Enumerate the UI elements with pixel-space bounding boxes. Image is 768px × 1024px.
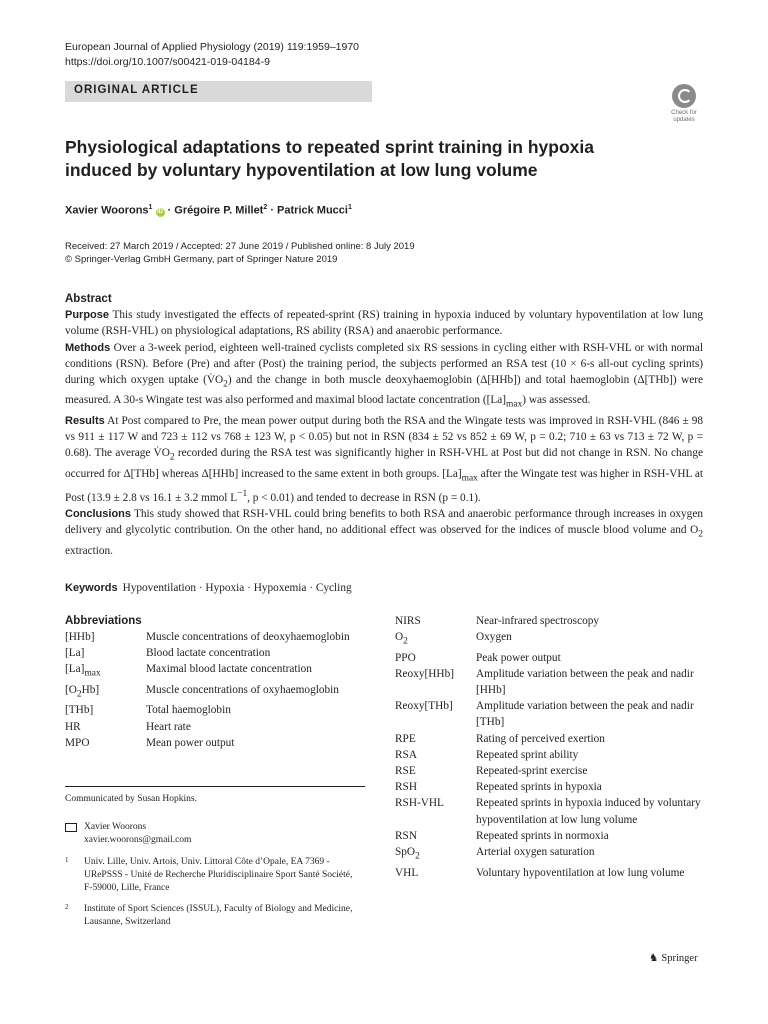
affiliation-number: 2 [65,903,69,911]
abbreviation-term: RSN [395,829,417,842]
purpose-text: This study investigated the effects of repeated-sprint (RS) training in hypoxia induced by voluntary hypoventilation at low lung volume (RSH-VHL) on physiological adaptations, RS ability (RSA) and anaerobic performance. [65,309,703,338]
abbreviation-definition: Repeated sprint ability [476,748,579,761]
abbreviation-term: [HHb] [65,631,95,643]
abbreviation-row [65,682,365,702]
abbreviation-row [395,650,705,666]
abbreviation-row [395,779,705,795]
abbreviation-definition: Repeated-sprint exercise [476,765,588,778]
abbreviations-right [395,613,705,881]
abbreviation-definition: Near-infrared spectroscopy [476,615,600,627]
abbreviation-row [395,747,705,763]
results-superscript: −1 [237,489,248,500]
affiliation-text: Institute of Sport Sciences (ISSUL), Faculty of Biology and Medicine, Lausanne, Switzerland [84,904,353,927]
abbreviation-term: NIRS [395,615,421,627]
keywords-text: Hypoventilation · Hypoxia · Hypoxemia · Cycling [122,582,352,594]
publication-dates [65,240,415,266]
methods-subscript: max [506,399,523,410]
abbreviation-term: $[O_2Hb]$ [65,683,100,700]
abbreviation-row [395,731,705,747]
abstract-heading: Abstract [65,293,112,305]
abbreviation-row [395,698,705,730]
abbreviation-term: [La] [65,647,85,660]
abbreviation-row [395,666,705,698]
abstract-methods [65,340,703,413]
author-name[interactable]: Grégoire P. Millet [174,204,264,217]
abbreviation-definition: Total haemoglobin [146,704,231,717]
abbreviation-definition: Muscle concentrations of deoxyhaemoglobin [146,631,350,643]
check-updates-label: Check for updates [671,110,697,123]
affiliation-text: Univ. Lille, Univ. Artois, Univ. Littoral Côte d’Opale, EA 7369 - URePSSS - Unité de Recherche Pluridisciplinaire Sport Santé Société, F-59000, Lille, France [84,857,353,893]
abbreviation-row [395,629,705,649]
results-text: At Post compared to Pre, the mean power output during both the RSA and the Wingate tests was improved in RSH-VHL (846 ± 98 vs 911 ± 117 W and 723 ± 112 vs 768 ± 123 W, p < 0.05) but not in RSN (834 ± 52 vs 852 ± 69 W, p = 0.2; 710 ± 63 vs 713 ± 72 W, p = 0.68). The average V̇O [65,414,703,460]
abbreviation-row [65,629,365,645]
abbreviation-definition: Mean power output [146,736,235,749]
keywords [65,582,352,594]
abbreviation-definition: Repeated sprints in hypoxia [476,781,602,794]
dates-line: Received: 27 March 2019 / Accepted: 27 June 2019 / Published online: 8 July 2019 [65,241,415,252]
abbreviation-row [65,735,365,751]
abbreviations-heading: Abbreviations [65,615,142,627]
abbreviation-term: RPE [395,732,416,745]
abbreviation-definition: Maximal blood lactate concentration [146,663,312,676]
abstract-purpose [65,307,703,339]
conclusions-text: This study showed that RSH-VHL could bring benefits to both RSA and anaerobic performance through increases in oxygen delivery and glycolytic contribution. On the other hand, no additional effect was observed for the indices of muscle blood volume and O [65,508,703,537]
conclusions-label: Conclusions [65,508,132,521]
envelope-icon [65,823,77,832]
publisher-name: Springer [661,953,698,964]
abbreviation-definition: Repeated sprints in normoxia [476,829,609,842]
results-text: recorded during the RSA test was significantly higher in RSH-VHL at Post but did not change in RSN. No change occurred for Δ[THb] whereas Δ[HHb] increased to the same extent in both groups. [La] [65,447,703,480]
abbreviation-term: Reoxy[HHb] [395,667,454,680]
abbreviation-term: RSE [395,765,416,778]
author-separator: · [267,204,278,217]
abbreviations-left [65,613,365,751]
author-name[interactable]: Patrick Mucci [277,204,348,217]
author-name[interactable]: Xavier Woorons [65,204,149,217]
abbreviation-row [65,645,365,661]
abbreviation-definition: Amplitude variation between the peak and nadir [THb] [476,700,694,729]
orcid-icon[interactable]: iD [157,208,164,215]
abbreviation-definition: Heart rate [146,720,191,733]
abbreviation-term: $[La]_{max}$ [65,663,101,679]
abbreviation-term: RSH-VHL [395,797,444,810]
abbreviation-row [65,719,365,735]
results-label: Results [65,414,105,427]
article-type-label: ORIGINAL ARTICLE [74,84,199,96]
abbreviation-term: HR [65,720,81,733]
corresponding-author [65,821,191,847]
methods-subscript: 2 [223,379,228,390]
springer-horse-icon: ♞ [649,953,659,964]
author-list [65,204,352,217]
footnote-divider [65,786,365,787]
abbreviation-term: Reoxy[THb] [395,700,453,713]
results-subscript: 2 [169,452,175,463]
abbreviation-definition: Oxygen [476,631,512,644]
abbreviation-row [395,795,705,827]
author-affil-sup: 1 [148,204,153,211]
abbreviation-row [65,661,365,681]
check-updates-icon [672,84,696,108]
results-subscript: max [461,473,478,484]
doi-link[interactable]: https://doi.org/10.1007/s00421-019-04184-9 [65,56,270,68]
results-text: , p < 0.01) and tended to decrease in RSN (p = 0.1). [247,492,481,504]
keywords-label: Keywords [65,582,118,594]
abbreviation-term: PPO [395,651,416,664]
article-type-banner [65,81,372,102]
abbreviation-definition: Amplitude variation between the peak and nadir [HHb] [476,667,694,697]
author-affil-sup: 2 [263,204,268,211]
abbreviation-term: $O_2$ [395,631,408,647]
abbreviation-definition: Repeated sprints in hypoxia induced by voluntary hypoventilation at low lung volume [476,797,701,826]
abstract-conclusions [65,506,703,559]
abbreviation-term: RSH [395,781,417,794]
abstract-results [65,413,703,506]
conclusions-text: extraction. [65,544,113,557]
purpose-label: Purpose [65,309,110,322]
abbreviation-row [395,613,705,629]
abbreviation-definition: Voluntary hypoventilation at low lung volume [476,866,685,879]
journal-citation: European Journal of Applied Physiology (2019) 119:1959–1970 [65,41,360,53]
abbreviation-row [395,844,705,864]
abbreviation-row [65,702,365,718]
abstract [65,291,703,559]
abbreviation-definition: Arterial oxygen saturation [476,846,595,859]
article-title: Physiological adaptations to repeated sprint training in hypoxia induced by voluntary hypoventilation at low lung volume [65,137,594,180]
abbreviation-definition: Rating of perceived exertion [476,732,605,745]
abbreviation-row [395,865,705,881]
results-text: after the Wingate test was higher in RSH-VHL at Post (13.9 ± 2.8 vs 16.1 ± 3.2 mmol L [65,467,703,504]
abbreviation-term: SpO$_2$ [395,846,420,862]
affiliation-number: 1 [65,856,69,864]
check-for-updates-badge[interactable] [664,84,704,124]
affiliation-1 [65,856,355,895]
abbreviation-row [395,763,705,779]
abbreviation-term: [THb] [65,704,94,717]
corresponding-name: Xavier Woorons [84,822,147,832]
affiliation-2 [65,903,355,929]
author-separator: · [164,204,175,217]
abbreviation-definition: Muscle concentrations of oxyhaemoglobin [146,683,339,696]
methods-text: Over a 3-week period, eighteen well-trained cyclists completed six RS sessions in cycling either with RSH-VHL or with normal conditions (RSN). Before (Pre) and after (Post) the training period, the subjects performed an RSA test (10 × 6-s all-out cycling sprints) during which oxygen uptake (V̇O [65,341,704,387]
copyright-line: © Springer-Verlag GmbH Germany, part of Springer Nature 2019 [65,254,338,265]
conclusions-subscript: 2 [698,529,703,540]
corresponding-email[interactable]: xavier.woorons@gmail.com [84,835,192,845]
author-affil-sup: 1 [347,204,352,211]
methods-text: ) was assessed. [522,394,591,407]
abbreviation-term: RSA [395,748,417,761]
methods-label: Methods [65,341,111,354]
abbreviation-definition: Peak power output [476,651,561,664]
methods-text: ) and the change in both muscle deoxyhaemoglobin (Δ[HHb]) and total haemoglobin (Δ[THb]) were measured. A 30-s Wingate test was also performed and maximal blood lactate concentration ([La] [65,374,703,407]
abbreviation-term: MPO [65,736,90,749]
abbreviation-term: VHL [395,866,419,879]
abbreviation-definition: Blood lactate concentration [146,647,271,660]
communicated-by: Communicated by Susan Hopkins. [65,794,197,804]
abbreviation-row [395,828,705,844]
publisher-logo [649,952,698,964]
